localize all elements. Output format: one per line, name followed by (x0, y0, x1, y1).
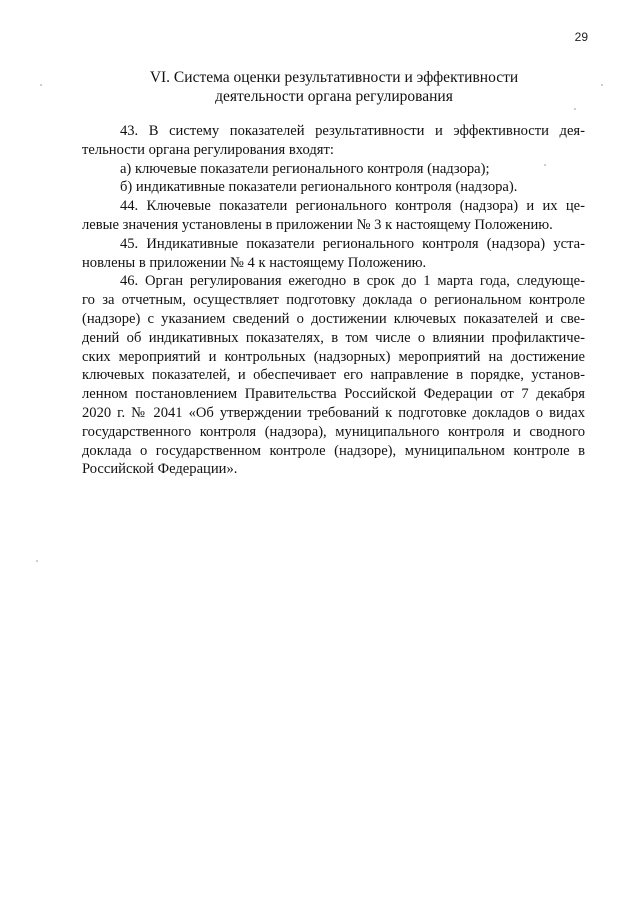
list-item-b-text: б) индикативные показатели регионального контроля (надзора). (119, 179, 518, 196)
paragraph-46-line-8: 2020 г. № 2041 «Об утверждении требований к подготовке докладов о видах (82, 404, 585, 421)
paragraph-44-line-2: левые значения установлены в приложении № 3 к настоящему Положению. (82, 216, 553, 233)
paragraph-44 (82, 197, 585, 235)
paragraph-43-line-1: 43. В систему показателей результативности и эффективности дея- (119, 123, 585, 139)
paragraph-44-line-1: 44. Ключевые показатели регионального контроля (надзора) и их це- (119, 198, 585, 215)
paragraph-43-line-2: тельности органа регулирования входят: (82, 141, 334, 158)
scan-speck (36, 560, 38, 562)
paragraph-45 (82, 235, 585, 273)
paragraph-46-line-10: доклада о государственном контроле (надзоре), муниципальном контроле в (82, 442, 585, 459)
paragraph-46 (82, 272, 585, 479)
list-item-a-text: а) ключевые показатели регионального контроля (надзора); (119, 160, 490, 177)
paragraph-46-line-1: 46. Орган регулирования ежегодно в срок до 1 марта года, следующе- (119, 273, 585, 290)
scan-speck (601, 84, 603, 86)
list-item-a (82, 160, 585, 179)
scan-speck (574, 108, 576, 110)
paragraph-46-line-4: дений об индикативных показателях, в том числе о влиянии профилактиче- (82, 329, 585, 346)
paragraph-45-line-1: 45. Индикативные показатели регионального контроля (надзора) уста- (119, 235, 585, 252)
paragraph-46-line-11: Российской Федерации». (82, 461, 238, 478)
scan-speck (544, 164, 546, 166)
page-number: 29 (574, 30, 588, 44)
section-heading-line-2: деятельности органа регулирования (215, 88, 453, 105)
scan-speck (40, 84, 42, 86)
paragraph-46-line-5: ских мероприятий и контрольных (надзорных) мероприятий на достижение (82, 348, 585, 365)
paragraph-46-line-2: го за отчетным, осуществляет подготовку доклада о региональном контроле (82, 292, 585, 309)
paragraph-46-line-3: (надзоре) с указанием сведений о достижении ключевых показателей и све- (82, 310, 585, 327)
paragraph-46-line-6: ключевых показателей, и обеспечивает его направление в порядке, установ- (82, 367, 585, 384)
paragraph-43 (82, 122, 585, 160)
list-item-b (82, 178, 585, 197)
paragraph-46-line-9: государственного контроля (надзора), муниципального контроля и сводного (82, 423, 585, 440)
paragraph-45-line-2: новлены в приложении № 4 к настоящему Положению. (82, 254, 427, 271)
paragraph-46-line-7: ленном постановлением Правительства Российской Федерации от 7 декабря (82, 386, 585, 403)
document-body (82, 122, 585, 479)
section-heading (98, 68, 570, 106)
section-heading-line-1: VI. Система оценки результативности и эффективности (149, 69, 519, 86)
